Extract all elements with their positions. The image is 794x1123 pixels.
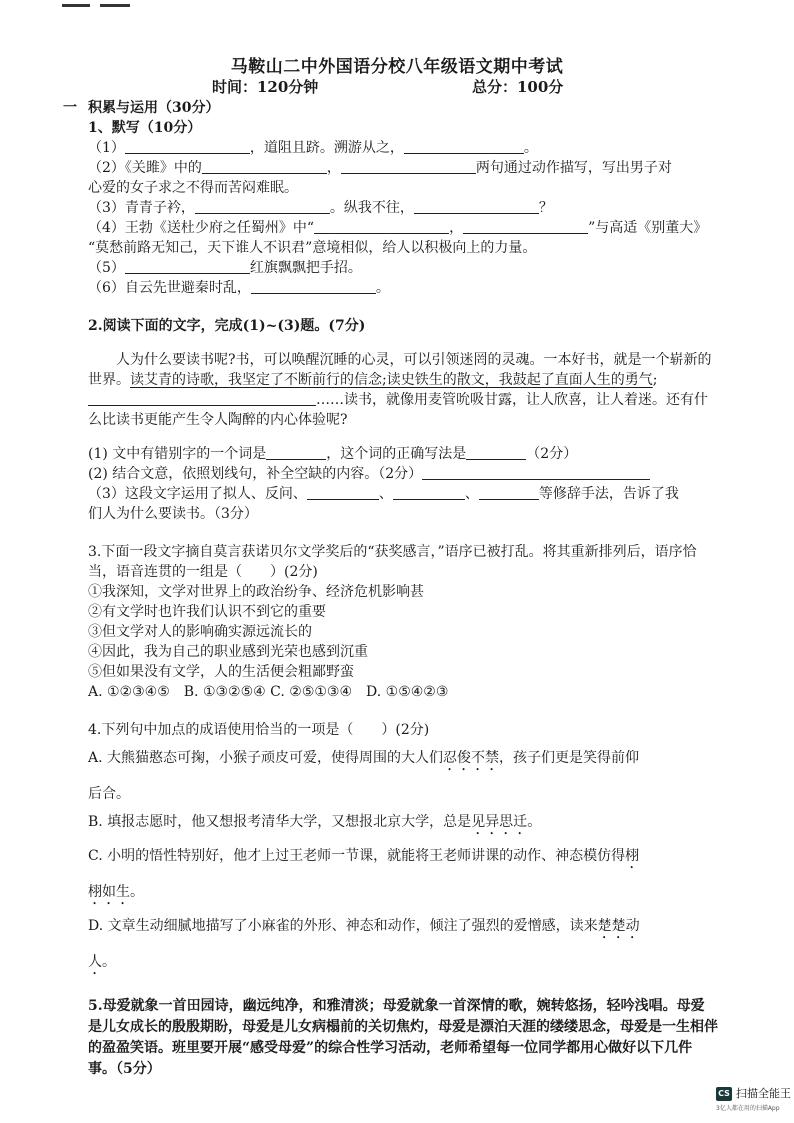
q1-line-2 [88,158,718,178]
q1-line-1 [88,138,718,158]
q3-item: ⑤但如果没有文学，人的生活便会粗鄙野蛮 [88,664,354,680]
q2-s3-sep1: 、 [378,486,393,502]
answer-blank[interactable] [393,485,465,500]
answer-blank[interactable] [404,139,524,154]
q1-line-4b: “莫愁前路无知己，天下谁人不识君”意境相似，给人以积极向上的力量。 [88,240,537,256]
q1-l2-text: 两句通过动作描写，写出男子对 [475,160,672,176]
q4-option-a[interactable] [88,748,718,774]
answer-blank[interactable] [463,219,588,234]
q2-sub-3b: 们人为什么要读书。（3分） [88,506,258,522]
q4-b-idiom: 见异思迁 [471,814,528,830]
q1-line-6 [88,278,718,298]
watermark-tagline: 3亿人都在用的扫描App [716,1105,780,1112]
q2-underlined-sentence: 读艾青的诗歌，我坚定了不断前行的信念;读史铁生的散文，我鼓起了直面人生的勇气 [130,372,653,388]
q4-d-idiom2: 人 [88,954,102,970]
q1-l5-label: （5） [88,260,125,276]
q4-c-text: C. 小明的悟性特别好，他才上过王老师一节课，就能将王老师讲课的动作、神态模仿得 [88,848,626,864]
question-3 [88,542,718,702]
q4-d-text: D. 文章生动细腻地描写了小麻雀的外形、神态和动作，倾注了强烈的爱憎感，读来 [88,918,598,934]
answer-blank[interactable] [314,219,449,234]
q2-heading: 2.阅读下面的文字，完成(1)~(3)题。(7分) [88,318,366,334]
exam-time: 时间：120分钟 [212,78,319,96]
q3-heading: 3.下面一段文字摘自莫言获诺贝尔文学奖后的“获奖感言，”语序已被打乱。将其重新排列后，语序恰当，语音连贯的一组是（ ）(2分) [88,544,697,580]
q2-s1-points: （2分） [526,446,578,462]
scanner-watermark [716,1087,794,1121]
q4-c-idiom: 栩 [625,848,640,864]
q1-l4-label: （4）王勃《送杜少府之任蜀州》中“ [88,220,315,236]
q1-l1-label: （1） [88,140,125,156]
answer-blank[interactable] [414,199,539,214]
q4-d-idiom: 楚楚动 [597,918,640,934]
q4-option-c[interactable] [88,846,718,872]
q2-s3-sep2: 、 [464,486,479,502]
exam-total-score: 总分：100分 [472,78,564,96]
q4-c-idiom2: 栩如生 [88,884,130,900]
q1-l1-end: 。 [523,140,538,156]
q3-item: ③但文学对人的影响确实源远流长的 [88,624,312,640]
q2-s1-text: (1) 文中有错别字的一个词是 [88,446,267,462]
q3-item: ①我深知，文学对世界上的政治纷争、经济危机影响甚 [88,584,424,600]
q4-option-b[interactable] [88,812,718,838]
q1-line-2b: 心爱的女子求之不得而苦闷难眠。 [88,180,298,196]
q1-l6-end: 。 [375,280,390,296]
q1-l4-comma: ， [449,220,464,236]
q1-heading: 1、默写（10分） [88,120,202,136]
question-1 [88,118,718,298]
q4-b-end: 。 [527,814,542,830]
answer-blank[interactable] [266,445,326,460]
answer-blank[interactable] [125,259,250,274]
answer-blank[interactable] [466,445,526,460]
q4-a-text2: ，孩子们更是笑得前仰 [499,750,640,766]
answer-blank[interactable] [195,199,330,214]
section-heading [63,98,718,118]
q1-line-4 [88,218,718,238]
answer-blank[interactable] [422,465,650,480]
top-scan-marks [62,4,152,10]
answer-blank[interactable] [125,139,250,154]
exam-title: 马鞍山二中外国语分校八年级语文期中考试 [230,57,564,77]
q2-passage-end: ……读书，就像用麦管吮吸甘露，让人欣喜，让人着迷。还有什么比读书更能产生令人陶醉的内心体验呢? [88,392,708,428]
q3-item: ④因此，我为自己的职业感到光荣也感到沉重 [88,644,368,660]
q4-b-text: B. 填报志愿时，他又想报考清华大学，又想报北京大学，总是 [88,814,472,830]
q1-l2-label: （2）《关雎》中的 [88,160,202,176]
watermark-app-name: 扫描全能王 [736,1087,791,1100]
section-title: 积累与运用（30分） [88,100,220,116]
question-5: 5.母爱就象一首田园诗，幽远纯净，和雅清淡；母爱就象一首深情的歌，婉转悠扬，轻吟浅唱。母爱是儿女成长的殷殷期盼，母爱是儿女病榻前的关切焦灼，母爱是漂泊天涯的缕缕思念，母爱是一生相伴的盈盈笑语。班里要开展“感受母爱”的综合性学习活动，老师希望每一位同学都用心做好以下几件事。（5分） [88,998,718,1077]
answer-blank[interactable] [479,485,539,500]
q1-l3-end: ？ [538,200,553,216]
q1-l4-text: ”与高适《别董大》 [588,220,708,236]
question-2 [88,316,718,524]
q2-sub-2 [88,464,718,484]
q1-l3-label: （3）青青子衿， [88,200,195,216]
q2-s3-text: （3）这段文字运用了拟人、反问、 [88,486,307,502]
q4-option-d[interactable] [88,916,718,942]
answer-blank[interactable] [88,391,316,406]
q1-l1-text: ，道阻且跻。溯游从之， [249,140,404,156]
q2-s3-text2: 等修辞手法，告诉了我 [538,486,679,502]
q1-line-5 [88,258,718,278]
q1-l5-text: 红旗飘飘把手招。 [249,260,362,276]
q4-option-a-cont: 后合。 [88,786,130,802]
answer-blank[interactable] [251,279,376,294]
answer-blank[interactable] [202,159,327,174]
camscanner-logo-icon: CS [716,1087,732,1101]
question-4 [88,720,718,978]
answer-blank[interactable] [307,485,379,500]
q1-l3-text: 。纵我不往， [329,200,414,216]
q4-heading: 4.下列句中加点的成语使用恰当的一项是（ ）(2分) [88,722,430,738]
q2-passage-intro: 人为什么要读书呢?书，可以唤醒沉睡的心灵，可以引领迷罔的灵魂。一本好书，就是一个崭新的世界。 [88,352,712,388]
q3-options[interactable]: A. ①②③④⑤ B. ①③②⑤④ C. ②⑤①③④ D. ①⑤④②③ [88,684,449,700]
exam-content [63,98,718,1080]
q2-sub-3 [88,484,718,504]
q2-sub-1 [88,444,718,464]
q1-l6-label: （6）自云先世避秦时乱， [88,280,251,296]
q4-option-c-cont [88,882,718,908]
q2-semicolon: ; [652,372,658,388]
answer-blank[interactable] [341,159,476,174]
q3-item: ②有文学时也许我们认识不到它的重要 [88,604,326,620]
q4-a-text: A. 大熊猫憨态可掬，小猴子顽皮可爱，使得周围的大人们 [88,750,444,766]
q2-s1-text2: ，这个词的正确写法是 [326,446,467,462]
section-number: 一 [63,100,77,116]
q4-option-d-cont [88,952,718,978]
q4-c-end: 。 [130,884,144,900]
q2-s2-text: (2) 结合文意，依照划线句，补全空缺的内容。（2分） [88,466,423,482]
q1-line-3 [88,198,718,218]
q1-l2-comma: ， [326,160,341,176]
q4-a-idiom: 忍俊不禁 [443,750,500,766]
q2-passage [88,350,718,430]
q4-d-end: 。 [102,954,116,970]
